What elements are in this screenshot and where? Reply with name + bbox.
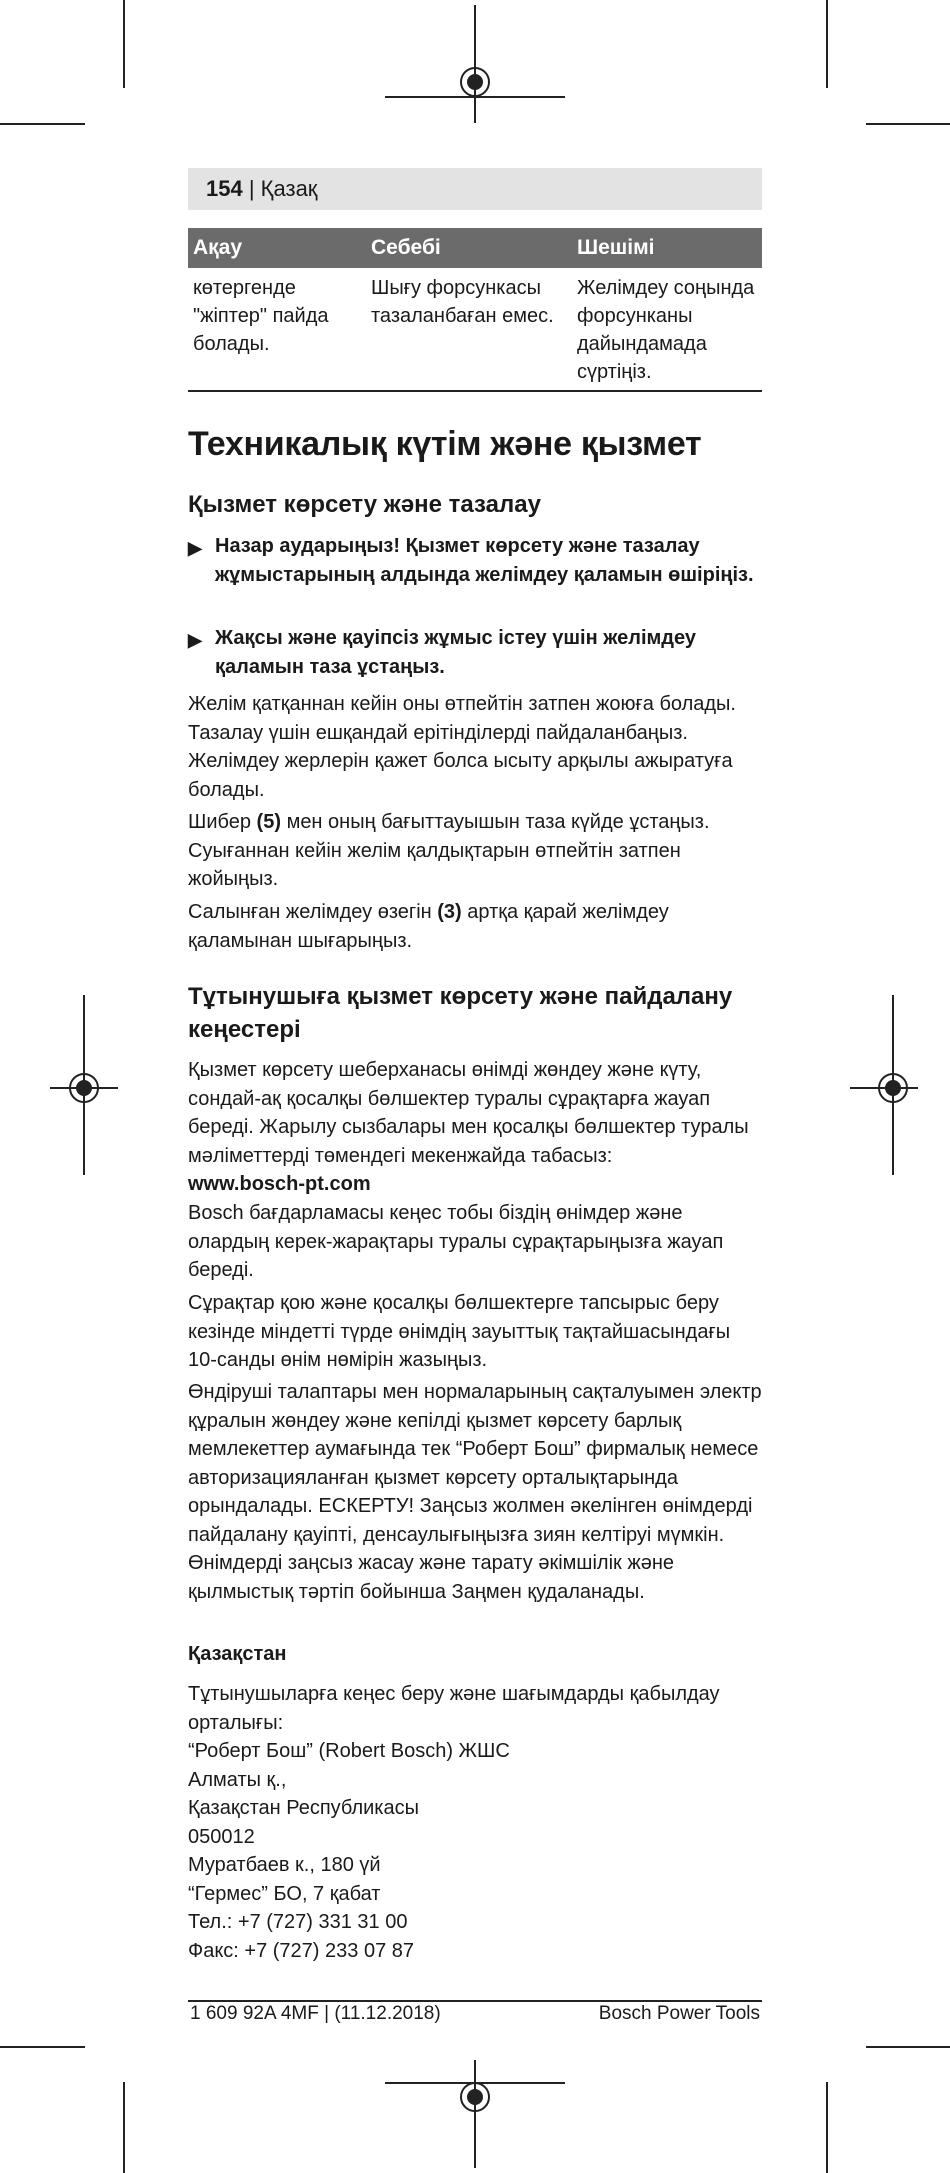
registration-mark [474, 2060, 476, 2168]
footer-divider [188, 2000, 762, 2002]
table-cell: Желімдеу соңында форсунканы дайындамада сүртіңіз. [572, 268, 762, 391]
paragraph: Шибер (5) мен оның бағыттауышын таза күйде ұстаңыз. Суығаннан кейін желім қалдықтарын өтпейтін затпен жойыңыз. [188, 811, 710, 890]
warning-item [188, 532, 762, 590]
paragraph: Қызмет көрсету шеберханасы өнімді жөндеу және күту, сондай-ақ қосалқы бөлшектер туралы сұрақтарға жауап береді. Жарылу сызбалары мен қосалқы бөлшектер туралы мәліметтерді төмендегі мекенжайда табасыз: www.bosch-pt.com [188, 1059, 749, 1195]
footer-brand: Bosch Power Tools [598, 2003, 760, 2024]
crop-mark [826, 2082, 828, 2173]
paragraph: Өндіруші талаптары мен нормаларының сақталуымен электр құралын жөндеу және кепілді қызмет көрсету барлық мемлекеттер аумағында тек “Роберт Бош” фирмалық немесе авторизацияланған қызмет көрсету орталықтарында орындалады. ЕСКЕРТУ! Заңсыз жолмен әкелінген өнімдерді пайдалану қауіпті, денсаулығыңызға зиян келтіруі мүмкін. Өнімдерді заңсыз жасау және тарату әкімшілік және қылмыстық тәртіп бойынша Заңмен қудаланады. [188, 1381, 762, 1603]
paragraph: Желім қатқаннан кейін оны өтпейтін затпен жоюға болады. Тазалау үшін ешқандай ерітінділерді пайдаланбаңыз. Желімдеу жерлерін қажет болса ысыту арқылы ажыратуға болады. [188, 693, 736, 801]
table-row [188, 268, 762, 391]
address-line: орталығы: [188, 1711, 284, 1734]
address-line: Муратбаев к., 180 үй [188, 1854, 381, 1876]
warning-text: Жақсы және қауіпсіз жұмыс істеу үшін желімдеу қаламын таза ұстаңыз. [215, 627, 696, 678]
footer-document-id: 1 609 92A 4MF | (11.12.2018) [190, 2003, 441, 2024]
crop-mark [866, 123, 950, 125]
crop-mark [0, 123, 85, 125]
column-header: Ақау [188, 228, 366, 268]
reference-number: (5) [256, 811, 281, 833]
address-line: Тұтынушыларға кеңес беру және шағымдарды қабылдау [188, 1683, 720, 1705]
triangle-bullet-icon: ▶ [188, 630, 202, 650]
address-line: “Роберт Бош” (Robert Bosch) ЖШС [188, 1740, 510, 1762]
customer-service-heading: Тұтынушыға қызмет көрсету және пайдалану кеңестері [188, 983, 733, 1043]
country-heading: Қазақстан [188, 1643, 287, 1665]
section-title: Техникалық күтім және қызмет [188, 425, 702, 463]
page-number: 154 [206, 176, 243, 201]
reference-number: (3) [437, 901, 462, 923]
address-line: Қазақстан Республикасы [188, 1797, 419, 1819]
address-line: Тел.: +7 (727) 331 31 00 [188, 1911, 408, 1933]
website-link[interactable]: www.bosch-pt.com [188, 1173, 371, 1195]
warning-item [188, 624, 762, 682]
address-block [188, 1680, 762, 1965]
troubleshooting-table [188, 228, 762, 392]
address-line: 050012 [188, 1825, 255, 1848]
registration-target-icon [460, 2082, 490, 2112]
crop-mark [123, 2082, 125, 2173]
paragraph: Сұрақтар қою және қосалқы бөлшектерге тапсырыс беру кезінде міндетті түрде өнімдің зауыттық тақтайшасындағы 10-санды өнім нөмірін жазыңыз. [188, 1292, 731, 1371]
service-heading: Қызмет көрсету және тазалау [188, 491, 541, 518]
page-language: Қазақ [260, 176, 318, 201]
address-line: Алматы қ., [188, 1768, 287, 1791]
column-header: Шешімі [572, 228, 762, 268]
crop-mark [866, 2046, 950, 2048]
paragraph: Салынған желімдеу өзегін (3) артқа қарай желімдеу қаламынан шығарыңыз. [188, 901, 669, 952]
crop-mark [123, 0, 125, 88]
crop-mark [826, 0, 828, 88]
registration-target-icon [460, 67, 490, 97]
registration-target-icon [878, 1073, 908, 1103]
column-header: Себебі [366, 228, 572, 268]
crop-mark [0, 2046, 85, 2048]
triangle-bullet-icon: ▶ [188, 538, 202, 558]
table-cell: көтергенде "жіптер" пайда болады. [188, 268, 366, 391]
registration-target-icon [69, 1073, 99, 1103]
registration-mark [474, 5, 476, 123]
page-header: 154 | Қазақ [188, 168, 762, 210]
paragraph: Bosch бағдарламасы кеңес тобы біздің өнімдер және олардың керек-жарақтары туралы сұрақтарыңызға жауап береді. [188, 1202, 724, 1281]
address-line: Факс: +7 (727) 233 07 87 [188, 1939, 414, 1962]
warning-text: Назар аударыңыз! Қызмет көрсету және тазалау жұмыстарының алдында желімдеу қаламын өшіріңіз. [215, 535, 754, 586]
table-cell: Шығу форсункасы тазаланбаған емес. [366, 268, 572, 391]
address-line: “Гермес” БО, 7 қабат [188, 1882, 381, 1905]
